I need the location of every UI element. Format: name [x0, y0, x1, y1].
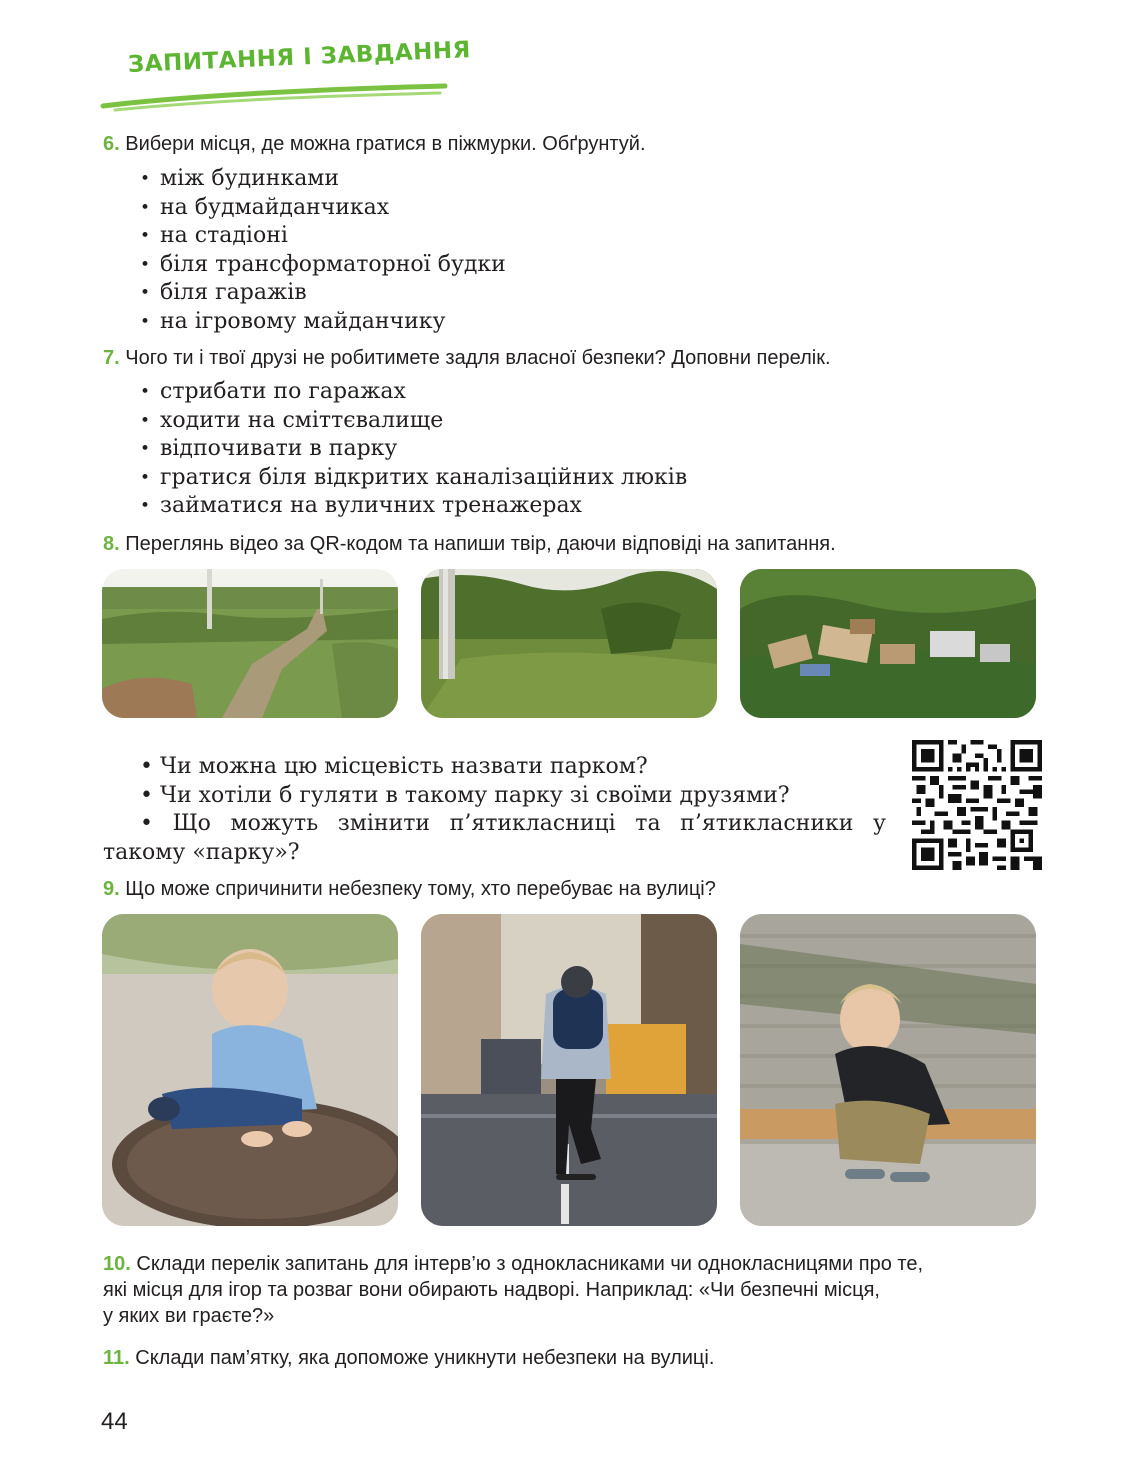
question-text: Склади пам’ятку, яка допоможе уникнути небезпеки на вулиці. [135, 1347, 715, 1369]
q6-list [140, 165, 506, 337]
question-11 [103, 1345, 714, 1371]
question-number: 11. [103, 1347, 130, 1369]
photo-overgrown-lot [421, 569, 717, 718]
question-text-line-1: Склади перелік запитань для інтерв’ю з однокласниками чи однокласницями про те, [136, 1253, 924, 1275]
question-6 [103, 131, 646, 157]
photo-dirt-path [102, 569, 398, 718]
q8-subquestion-3-continued: такому «парку»? [103, 840, 300, 865]
question-number: 10. [103, 1253, 131, 1275]
question-text: Чого ти і твої друзі не робитимете задля власної безпеки? Доповни перелік. [125, 347, 831, 369]
photo-boy-on-pallets [740, 914, 1036, 1226]
photo-child-on-manhole [102, 914, 398, 1226]
question-number: 6. [103, 133, 120, 155]
question-10 [103, 1251, 1043, 1329]
list-item: • біля гаражів [140, 279, 506, 308]
question-9 [103, 876, 716, 902]
page-number: 44 [101, 1408, 128, 1435]
section-heading: ЗАПИТАННЯ І ЗАВДАННЯ [127, 37, 472, 78]
question-number: 9. [103, 878, 120, 900]
qr-code[interactable] [912, 740, 1042, 870]
list-item: • гратися біля відкритих каналізаційних люків [140, 464, 687, 493]
question-7 [103, 345, 831, 371]
q7-list [140, 378, 687, 521]
photo-garbage-dump [740, 569, 1036, 718]
question-text: Що може спричинити небезпеку тому, хто перебуває на вулиці? [125, 878, 716, 900]
list-item: • біля трансформаторної будки [140, 251, 506, 280]
list-item: • займатися на вуличних тренажерах [140, 492, 687, 521]
photo-skateboarder-on-road [421, 914, 717, 1226]
list-item: • ходити на сміттєвалище [140, 407, 687, 436]
q8-subquestion-1: • Чи можна цю місцевість назвати парком? [140, 754, 648, 779]
list-item: • на ігровому майданчику [140, 308, 506, 337]
list-item: • між будинками [140, 165, 506, 194]
list-item: • відпочивати в парку [140, 435, 687, 464]
question-number: 7. [103, 347, 120, 369]
q8-subquestion-2: • Чи хотіли б гуляти в такому парку зі своїми друзями? [140, 783, 790, 808]
question-text-line-3: у яких ви граєте?» [103, 1305, 275, 1327]
question-8 [103, 531, 836, 557]
list-item: • на стадіоні [140, 222, 506, 251]
question-number: 8. [103, 533, 120, 555]
question-text: Переглянь відео за QR-кодом та напиши твір, даючи відповіді на запитання. [125, 533, 836, 555]
q8-subquestion-3: • Що можуть змінити п’ятикласниці та п’ятикласники у [140, 811, 886, 836]
question-text-line-2: які місця для ігор та розваг вони обирають надворі. Наприклад: «Чи безпечні місця, [103, 1279, 880, 1301]
list-item: • стрибати по гаражах [140, 378, 687, 407]
question-text: Вибери місця, де можна гратися в піжмурки. Обґрунтуй. [125, 133, 646, 155]
list-item: • на будмайданчиках [140, 194, 506, 223]
